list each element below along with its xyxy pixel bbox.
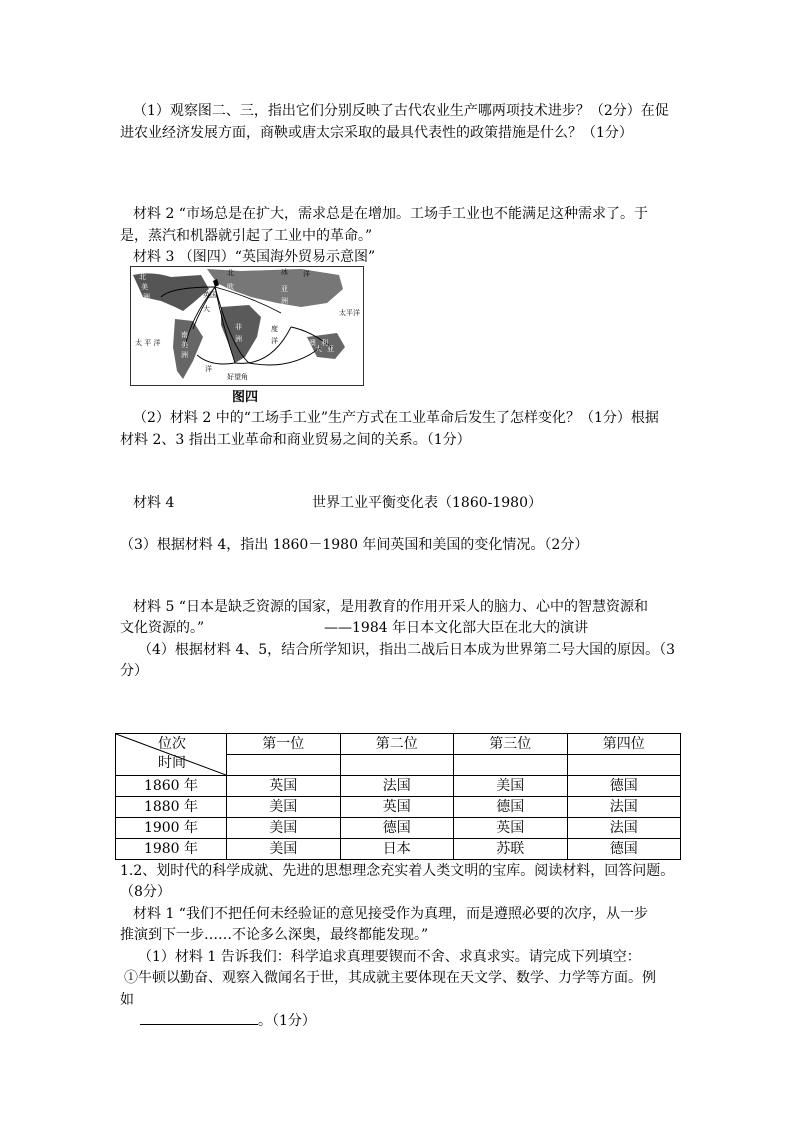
map-label: 好望角 <box>227 373 248 381</box>
map-label: 南 <box>181 331 188 339</box>
map-label: 大 <box>203 305 210 313</box>
section-12-line1: 1.2、划时代的科学成就、先进的思想理念充实着人类文明的宝库。阅读材料，回答问题。 <box>120 863 675 879</box>
map-label: 欧 <box>227 283 234 291</box>
south-america-shape <box>173 319 203 379</box>
empty-cell <box>340 755 454 776</box>
header-cell: 第三位 <box>454 734 568 755</box>
table-cell: 德国 <box>567 839 681 860</box>
table-cell: 美国 <box>227 818 341 839</box>
table-cell: 法国 <box>567 818 681 839</box>
material1b-line1: 材料 1 “我们不把任何未经验证的意见接受作为真理，而是遵照必要的次序，从一步 <box>133 906 648 922</box>
table-cell: 英国 <box>454 818 568 839</box>
table-cell: 美国 <box>454 776 568 797</box>
table-header-row <box>116 734 681 755</box>
year-cell: 1860 年 <box>116 776 227 797</box>
material2-line1: 材料 2 “市场总是在扩大，需求总是在增加。工场手工业也不能满足这种需求了。于 <box>133 206 648 222</box>
table-cell: 苏联 <box>454 839 568 860</box>
world-map-image <box>131 267 363 385</box>
trade-map-figure <box>130 266 364 386</box>
table-row <box>116 839 681 860</box>
map-label: 大 <box>315 345 322 353</box>
map-label: 太平洋 <box>339 309 360 317</box>
table-cell: 德国 <box>340 818 454 839</box>
map-label: 非 <box>235 323 242 331</box>
map-label: 洋 <box>205 365 212 373</box>
material5-line2: 文化资源的。” <box>120 620 205 636</box>
table-cell: 德国 <box>567 776 681 797</box>
table-cell: 法国 <box>567 797 681 818</box>
year-cell: 1900 年 <box>116 818 227 839</box>
map-label: 英国 <box>203 291 217 299</box>
table-row <box>116 797 681 818</box>
q4-line1: （4）根据材料 4、5，结合所学知识，指出二战后日本成为世界第二号大国的原因。（3 <box>138 642 676 658</box>
map-label: 亚 <box>281 285 288 293</box>
empty-cell <box>227 755 341 776</box>
map-label: 美 <box>181 341 188 349</box>
map-label: 洲 <box>235 335 242 343</box>
material4-label: 材料 4 <box>133 495 175 511</box>
map-label: 太 平 洋 <box>135 339 161 347</box>
map-label: 美 <box>141 283 148 291</box>
header-cell: 第二位 <box>340 734 454 755</box>
corner-label-rank: 位次 <box>158 736 186 752</box>
header-cell: 第一位 <box>227 734 341 755</box>
q1-line1: （1）观察图二、三，指出它们分别反映了古代农业生产哪两项技术进步？（2分）在促 <box>133 103 669 119</box>
q2-line1: （2）材料 2 中的“工场手工业”生产方式在工业革命后发生了怎样变化？（1分）根据 <box>133 410 659 426</box>
q1b-line1: （1）材料 1 告诉我们：科学追求真理要锲而不舍、求真求实。请完成下列填空： <box>138 949 641 965</box>
map-label: 洋 <box>303 270 310 278</box>
map-label: 度 <box>271 325 278 333</box>
corner-label-time: 时间 <box>158 755 186 771</box>
material5-line1: 材料 5 “日本是缺乏资源的国家，是用教育的作用开采人的脑力、心中的智慧资源和 <box>133 599 648 615</box>
material3-label: 材料 3 （图四）“英国海外贸易示意图” <box>133 249 376 265</box>
q1b-line2: ①牛顿以勤奋、观察入微闻名于世，其成就主要体现在天文学、数学、力学等方面。例 <box>124 970 656 986</box>
map-label: 北 <box>227 269 234 277</box>
q2-line2: 材料 2、3 指出工业革命和商业贸易之间的关系。（1分） <box>120 432 471 448</box>
figure-caption: 图四 <box>232 390 259 405</box>
q4-line2: 分） <box>120 663 148 679</box>
q1-line2: 进农业经济发展方面，商鞅或唐太宗采取的最具代表性的政策措施是什么？（1分） <box>120 125 633 141</box>
table-row <box>116 818 681 839</box>
map-label: 洲 <box>181 351 188 359</box>
table-cell: 法国 <box>340 776 454 797</box>
year-cell: 1980 年 <box>116 839 227 860</box>
q1b-answer-line <box>140 1010 316 1032</box>
industry-ranking-table <box>115 733 681 860</box>
table-cell: 美国 <box>227 839 341 860</box>
material2-line2: 是，蒸汽和机器就引起了工业中的革命。” <box>120 228 373 244</box>
map-label: 洲 <box>281 297 288 305</box>
section-12-line2: （8分） <box>120 884 171 900</box>
year-cell: 1880 年 <box>116 797 227 818</box>
table-cell: 美国 <box>227 797 341 818</box>
q1b-line3: 如 <box>120 992 134 1008</box>
map-label: 亚 <box>327 345 334 353</box>
table-corner-cell <box>116 734 227 776</box>
map-label: 洲 <box>143 293 150 301</box>
empty-cell <box>567 755 681 776</box>
table-cell: 英国 <box>227 776 341 797</box>
map-label: 北 <box>139 273 146 281</box>
material5-source: ——1984 年日本文化部大臣在北大的演讲 <box>324 620 589 636</box>
q1b-line4-suffix: 。（1分） <box>258 1013 316 1029</box>
table-cell: 日本 <box>340 839 454 860</box>
table-cell: 英国 <box>340 797 454 818</box>
map-label: 冰 <box>281 268 288 276</box>
q3-line1: （3）根据材料 4，指出 1860－1980 年间英国和美国的变化情况。（2分） <box>120 537 589 553</box>
answer-blank[interactable] <box>140 1010 258 1025</box>
map-label: 利 <box>321 339 328 347</box>
empty-cell <box>454 755 568 776</box>
material1b-line2: 推演到下一步……不论多么深奥，最终都能发现。” <box>120 927 429 943</box>
map-label: 澳 <box>309 339 316 347</box>
map-label: 洋 <box>271 337 278 345</box>
header-cell: 第四位 <box>567 734 681 755</box>
table-row <box>116 776 681 797</box>
table-cell: 德国 <box>454 797 568 818</box>
material4-title: 世界工业平衡变化表（1860-1980） <box>312 495 542 511</box>
